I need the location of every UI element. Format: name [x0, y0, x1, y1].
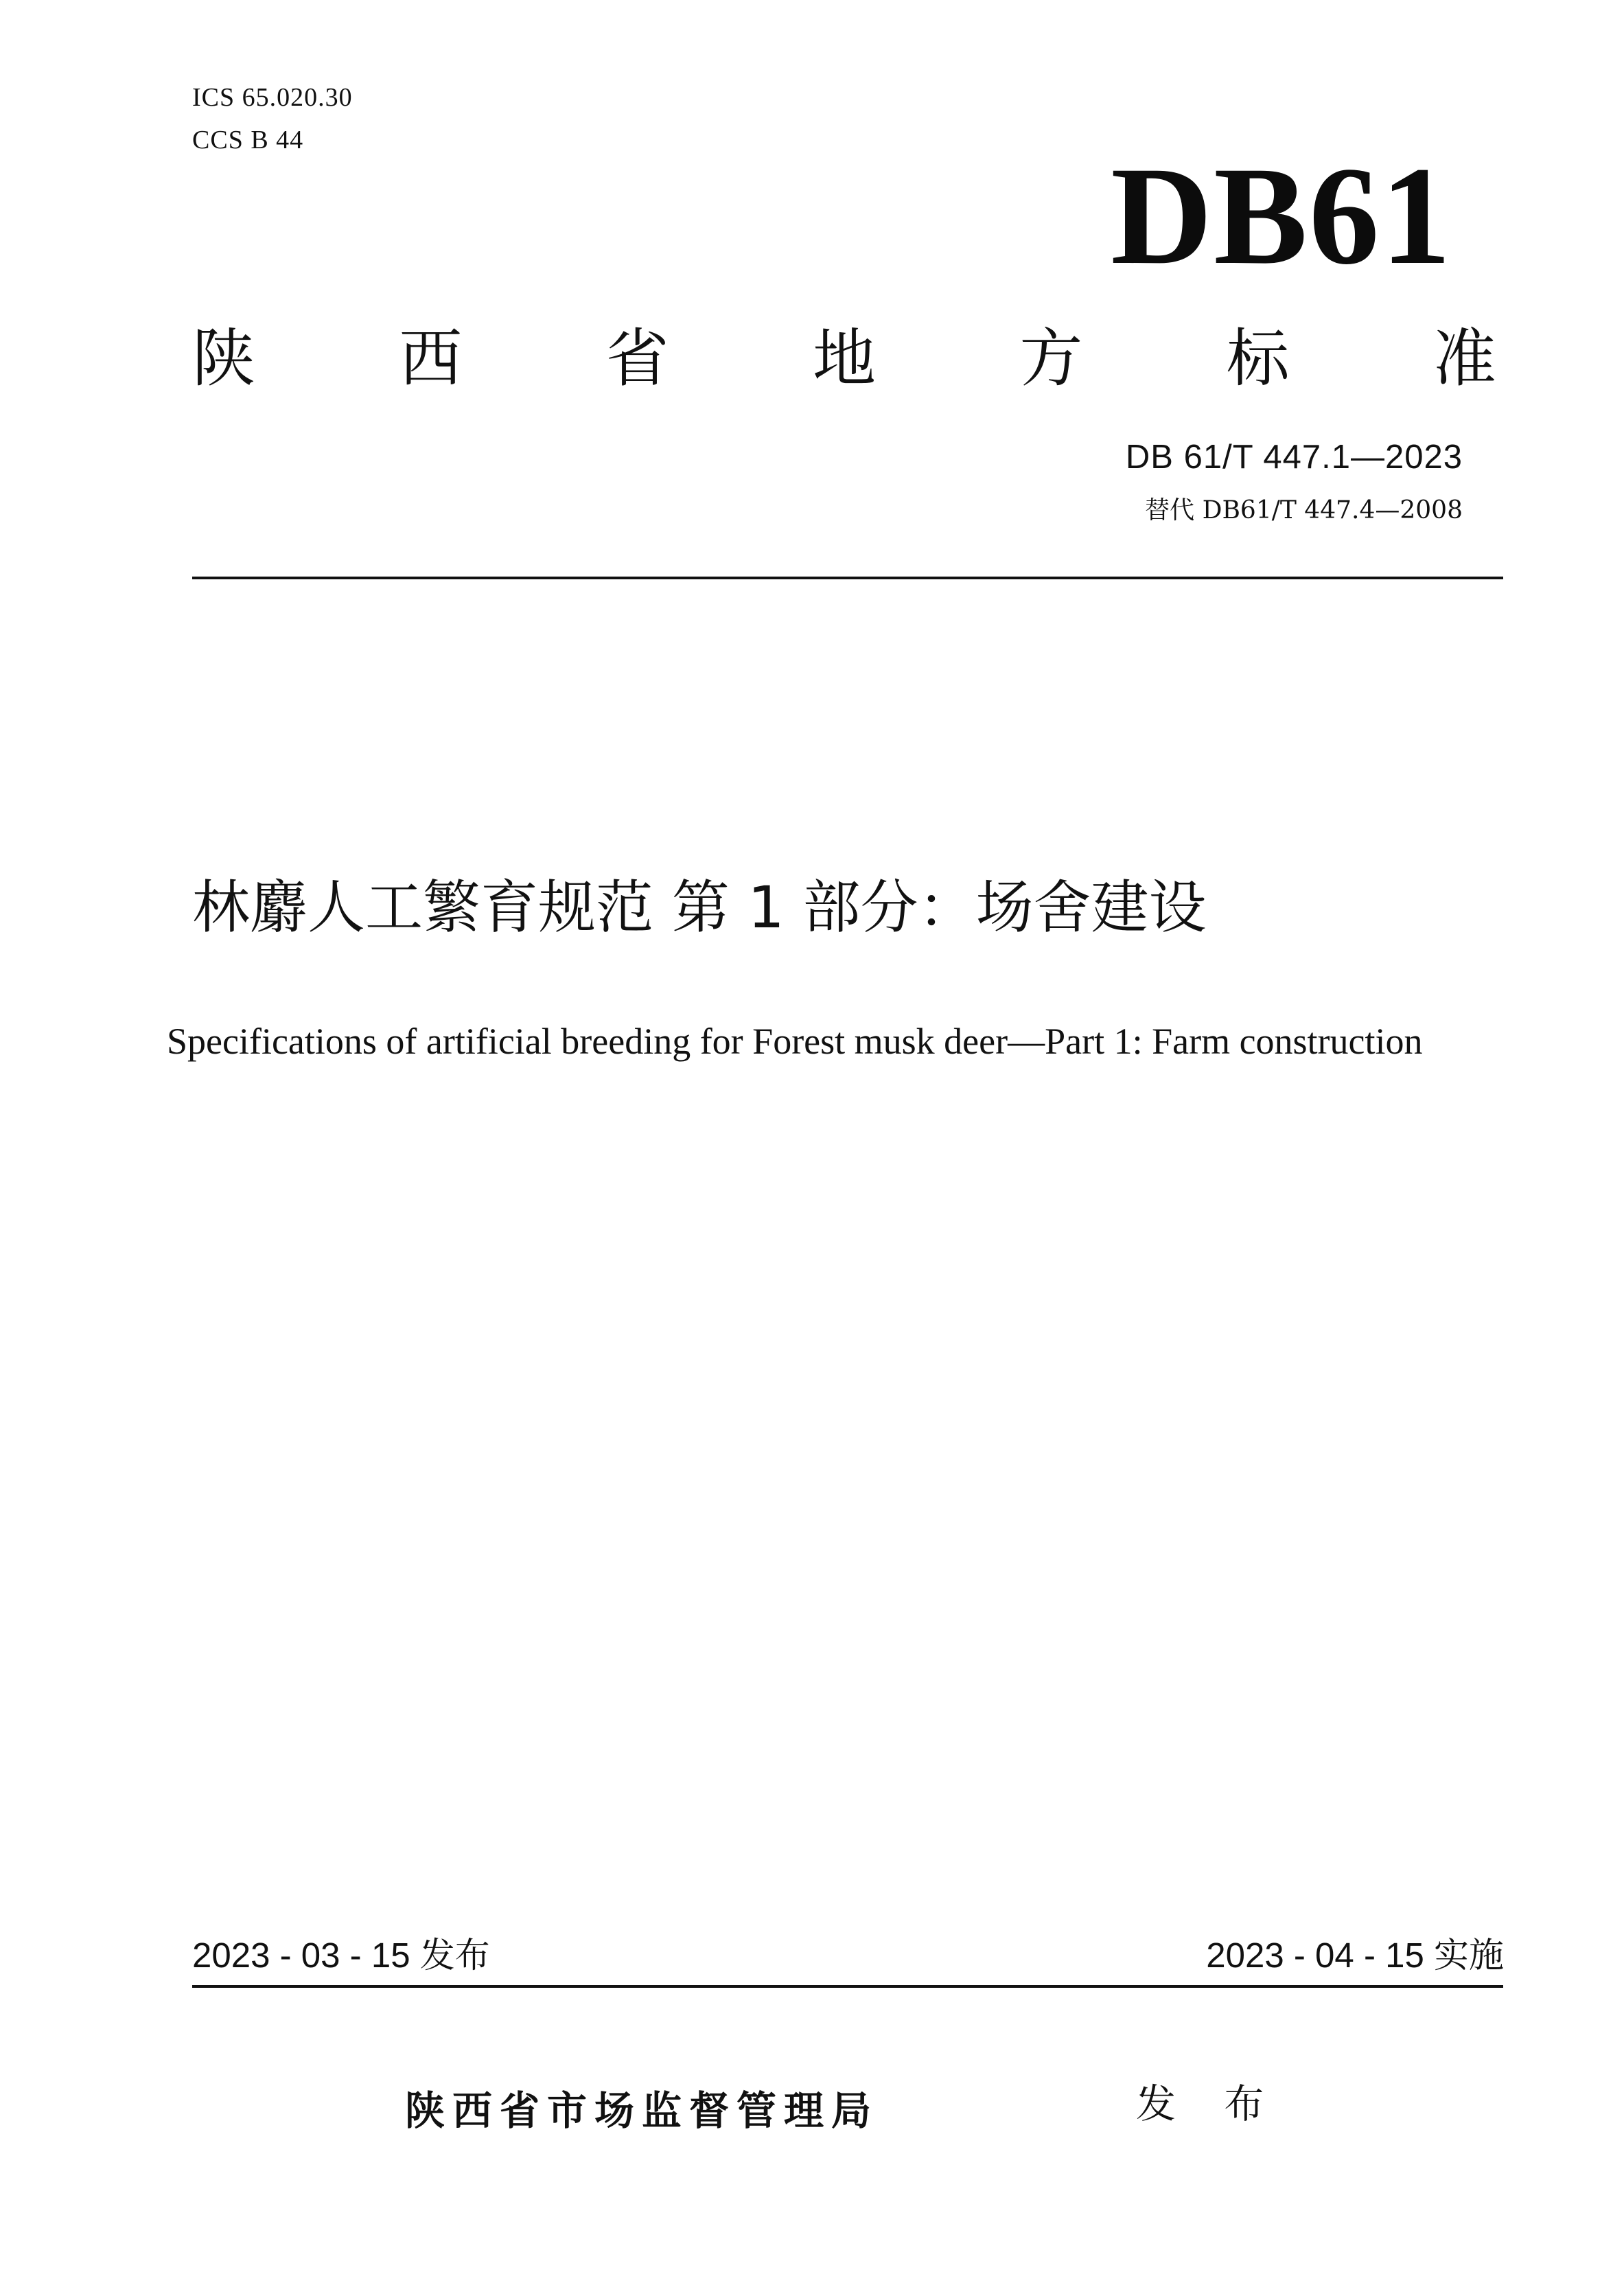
replaces-standard: 替代 DB61/T 447.4—2008: [1145, 496, 1463, 524]
publisher-name: 陕西省市场监督管理局: [405, 2087, 879, 2134]
implementation-date: 2023 - 04 - 15 实施: [1206, 1936, 1504, 1975]
issue-date: 2023 - 03 - 15 发布: [192, 1936, 490, 1975]
top-divider: [192, 577, 1503, 579]
standard-number: DB 61/T 447.1—2023: [1125, 439, 1463, 476]
bottom-divider: [192, 1985, 1503, 1988]
title-english: Specifications of artificial breeding for Forest musk deer—Part 1: Farm construction: [167, 1021, 1423, 1062]
standard-type-heading: [192, 321, 1496, 397]
standard-type-char: 准: [1432, 322, 1496, 395]
standard-type-char: 方: [1019, 322, 1083, 395]
ccs-code: CCS B 44: [192, 126, 304, 154]
publish-label: 发 布: [1136, 2080, 1282, 2127]
standard-type-char: 标: [1226, 322, 1290, 395]
title-chinese: 林麝人工繁育规范 第 1 部分：场舍建设: [192, 874, 1207, 941]
standard-type-char: 西: [399, 322, 463, 395]
standard-type-char: 地: [812, 322, 876, 395]
standard-type-char: 陕: [192, 322, 256, 395]
standard-type-char: 省: [605, 322, 669, 395]
ics-code: ICS 65.020.30: [192, 83, 353, 112]
standard-logo: DB61: [1111, 138, 1452, 294]
